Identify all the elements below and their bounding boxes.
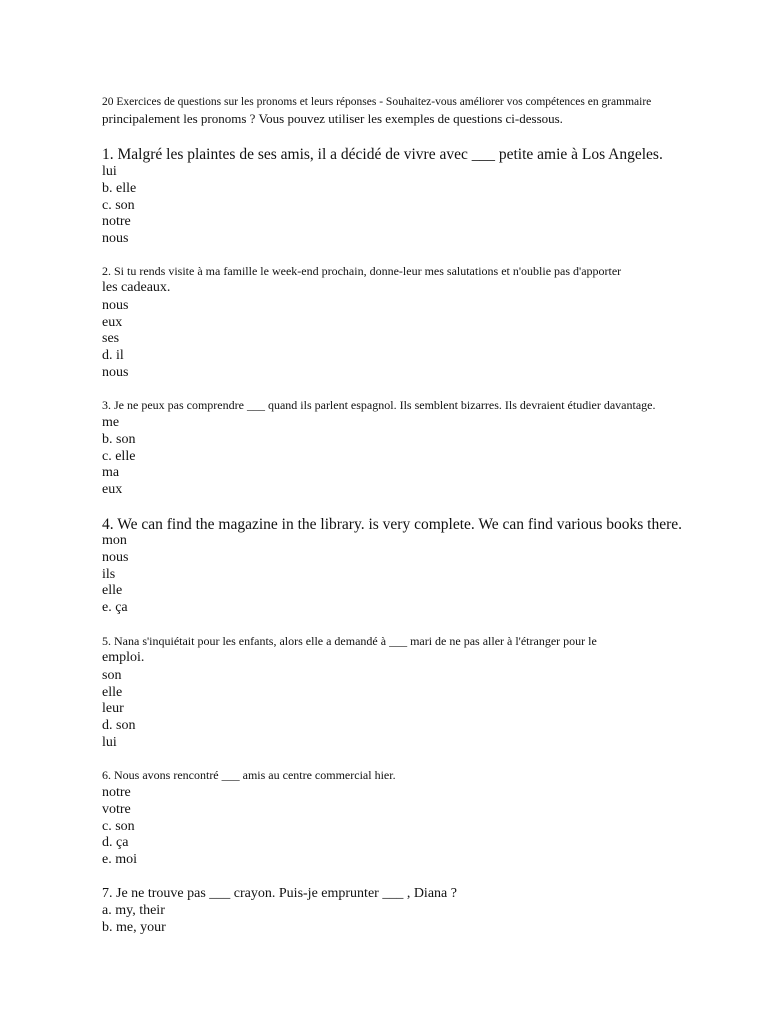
question-stem-continued: emploi. [102,650,145,665]
answer-option: notre [102,214,131,230]
question-7 [102,886,722,936]
answer-option: leur [102,701,124,717]
intro-line-1: 20 Exercices de questions sur les pronoms et leurs réponses - Souhaitez-vous améliorer vos compétences en grammaire [102,96,652,108]
answer-option: eux [102,482,123,498]
answer-option: ses [102,331,120,347]
answer-option: son [102,667,122,683]
question-stem: 1. Malgré les plaintes de ses amis, il a décidé de vivre avec ___ petite amie à Los Angeles. [102,146,663,163]
answer-option: nous [102,364,129,380]
question-2 [102,263,722,382]
answer-option: d. ça [102,835,129,851]
answer-option: mon [102,533,127,548]
answer-option: e. moi [102,852,137,868]
answer-option: b. son [102,431,136,447]
answer-option: me [102,415,120,430]
question-stem: 5. Nana s'inquiétait pour les enfants, alors elle a demandé à ___ mari de ne pas aller à l'étranger pour le [102,634,597,648]
answer-option: d. il [102,348,124,364]
question-stem: 3. Je ne peux pas comprendre ___ quand ils parlent espagnol. Ils semblent bizarres. Ils devraient étudier davantage. [102,398,656,412]
question-4 [102,516,722,617]
intro-line-2: principalement les pronoms ? Vous pouvez utiliser les exemples de questions ci-dessous. [102,111,563,126]
answer-option: d. son [102,718,136,734]
answer-option: lui [102,734,117,750]
answer-option: eux [102,314,123,330]
answer-option: ma [102,465,120,481]
answer-option: votre [102,801,131,817]
answer-option: nous [102,231,129,247]
answer-option: notre [102,785,131,800]
question-5 [102,633,722,752]
question-stem: 6. Nous avons rencontré ___ amis au centre commercial hier. [102,768,396,782]
question-stem-continued: les cadeaux. [102,280,171,295]
answer-option: elle [102,583,123,599]
answer-option: nous [102,549,129,565]
question-1 [102,146,722,248]
question-6 [102,767,722,869]
answer-option: c. elle [102,448,136,464]
intro-paragraph [102,94,702,128]
question-stem: 4. We can find the magazine in the library. is very complete. We can find various books there. [102,516,683,533]
question-stem: 2. Si tu rends visite à ma famille le week-end prochain, donne-leur mes salutations et n'oublie pas d'apporter [102,264,622,278]
answer-option: elle [102,684,123,700]
answer-option: e. ça [102,600,128,616]
answer-option: a. my, their [102,902,165,918]
answer-option: nous [102,297,129,313]
answer-option: c. son [102,197,135,213]
answer-option: c. son [102,818,135,834]
answer-option: b. elle [102,180,137,196]
answer-option: b. me, your [102,919,166,935]
answer-option: lui [102,164,117,179]
question-stem: 7. Je ne trouve pas ___ crayon. Puis-je emprunter ___ , Diana ? [102,886,457,901]
answer-option: ils [102,566,116,582]
question-3 [102,397,722,499]
